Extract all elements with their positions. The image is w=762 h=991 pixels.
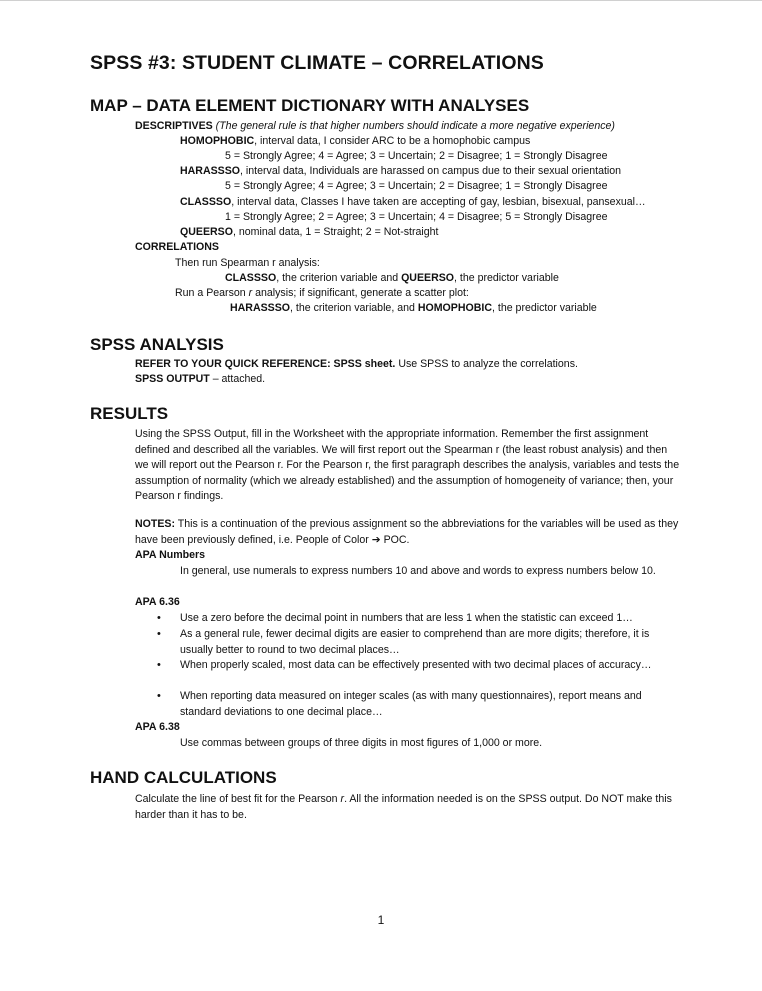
page-number: 1 xyxy=(377,913,385,927)
apa-636-label: APA 6.36 xyxy=(135,596,180,608)
bullet-item: When properly scaled, most data can be effectively presented with two decimal places of accuracy… xyxy=(180,659,652,671)
spearman-line xyxy=(225,271,559,286)
hand-text-2: . All the information needed is on the SPSS output. Do NOT make this harder than it has to be. xyxy=(135,793,672,821)
spss-reference-line xyxy=(135,357,578,372)
spss-output-text: – attached. xyxy=(209,373,266,385)
arrow-icon: ➔ xyxy=(371,533,381,546)
homophobic-name: HOMOPHOBIC xyxy=(180,135,255,147)
hand-calculations-heading: HAND CALCULATIONS xyxy=(90,768,277,787)
harassso-line xyxy=(180,164,621,179)
hand-r: r xyxy=(340,793,345,805)
harassso-name: HARASSSO xyxy=(180,165,241,177)
spss-output-line xyxy=(135,372,265,387)
classso-desc: , interval data, Classes I have taken are accepting of gay, lesbian, bisexual, pansexual… xyxy=(231,196,646,208)
hand-calculations-paragraph xyxy=(135,792,675,823)
apa-638-label: APA 6.38 xyxy=(135,721,180,733)
spss-heading: SPSS ANALYSIS xyxy=(90,335,224,354)
spss-reference-text: Use SPSS to analyze the correlations. xyxy=(395,358,578,370)
descriptives-line xyxy=(135,119,615,134)
homophobic-line xyxy=(180,134,530,149)
pearson-text-1: , the criterion variable, and xyxy=(290,302,418,314)
spearman-text-1: , the criterion variable and xyxy=(276,272,402,284)
harassso-scale: 5 = Strongly Agree; 4 = Agree; 3 = Uncertain; 2 = Disagree; 1 = Strongly Disagree xyxy=(225,180,608,192)
spearman-criterion: CLASSSO xyxy=(225,272,277,284)
spss-output-label: SPSS OUTPUT xyxy=(135,373,210,385)
notes-label: NOTES: xyxy=(135,518,176,530)
apa-numbers-text: In general, use numerals to express numbers 10 and above and words to express numbers below 10. xyxy=(180,565,656,577)
queerso-name: QUEERSO xyxy=(180,226,233,238)
results-paragraph: Using the SPSS Output, fill in the Worksheet with the appropriate information. Remember the first assignment defined and described all the variables. We will first report out the Spearman r (the least robust analysis) and then we will report out the Pearson r. For the Pearson r, the first paragraph describes the analysis, variables and tests the assumption of normality (which we already established) and the assumption of homogeneity of variance; then, your Pearson r findings. xyxy=(135,428,680,502)
spss-reference-bold: REFER TO YOUR QUICK REFERENCE: SPSS sheet. xyxy=(135,358,396,370)
notes-text: This is a continuation of the previous assignment so the abbreviations for the variables will be used as they have been previously defined, i.e. People of Color xyxy=(135,518,679,546)
bullet-item: When reporting data measured on integer scales (as with many questionnaires), report means and standard deviations to one decimal place… xyxy=(180,690,642,718)
apa-638-text: Use commas between groups of three digits in most figures of 1,000 or more. xyxy=(180,737,543,749)
bullet-item: As a general rule, fewer decimal digits are easier to comprehend than are more digits; therefore, it is usually better to round to two decimal places… xyxy=(180,628,650,656)
queerso-line xyxy=(180,225,439,240)
spearman-text-2: , the predictor variable xyxy=(454,272,559,284)
descriptives-label: DESCRIPTIVES xyxy=(135,120,213,132)
pearson-line xyxy=(230,301,597,316)
harassso-desc: , interval data, Individuals are harassed on campus due to their sexual orientation xyxy=(240,165,622,177)
homophobic-desc: , interval data, I consider ARC to be a homophobic campus xyxy=(254,135,531,147)
classso-scale: 1 = Strongly Agree; 2 = Agree; 3 = Uncertain; 4 = Disagree; 5 = Strongly Disagree xyxy=(225,211,608,223)
document-title: SPSS #3: STUDENT CLIMATE – CORRELATIONS xyxy=(90,52,544,74)
queerso-desc: , nominal data, 1 = Straight; 2 = Not-straight xyxy=(232,226,439,238)
pearson-predictor: HOMOPHOBIC xyxy=(417,302,492,314)
pearson-text-2: , the predictor variable xyxy=(492,302,597,314)
pearson-criterion: HARASSSO xyxy=(230,302,291,314)
descriptives-note: (The general rule is that higher numbers should indicate a more negative experience) xyxy=(215,120,615,132)
notes-end: POC. xyxy=(380,533,410,546)
map-heading: MAP – DATA ELEMENT DICTIONARY WITH ANALYSES xyxy=(90,96,530,115)
correlations-label: CORRELATIONS xyxy=(135,241,219,253)
results-heading: RESULTS xyxy=(90,404,169,423)
pearson-intro-r: r xyxy=(248,287,253,299)
hand-text-1: Calculate the line of best fit for the Pearson xyxy=(135,793,341,805)
apa-numbers-label: APA Numbers xyxy=(135,549,206,561)
bullet-icon: • xyxy=(157,659,161,671)
bullet-icon: • xyxy=(157,628,161,640)
pearson-intro xyxy=(175,286,469,301)
spearman-intro: Then run Spearman r analysis: xyxy=(175,257,320,269)
homophobic-scale: 5 = Strongly Agree; 4 = Agree; 3 = Uncertain; 2 = Disagree; 1 = Strongly Disagree xyxy=(225,150,608,162)
bullet-icon: • xyxy=(157,690,161,702)
pearson-intro-text-2: analysis; if significant, generate a scatter plot: xyxy=(252,287,469,299)
classso-name: CLASSSO xyxy=(180,196,232,208)
pearson-intro-text-1: Run a Pearson xyxy=(175,287,249,299)
spearman-predictor: QUEERSO xyxy=(401,272,455,284)
bullet-icon: • xyxy=(157,612,161,624)
notes-paragraph xyxy=(135,517,680,548)
bullet-item: Use a zero before the decimal point in numbers that are less 1 when the statistic can exceed 1… xyxy=(180,612,633,624)
classso-line xyxy=(180,195,646,210)
